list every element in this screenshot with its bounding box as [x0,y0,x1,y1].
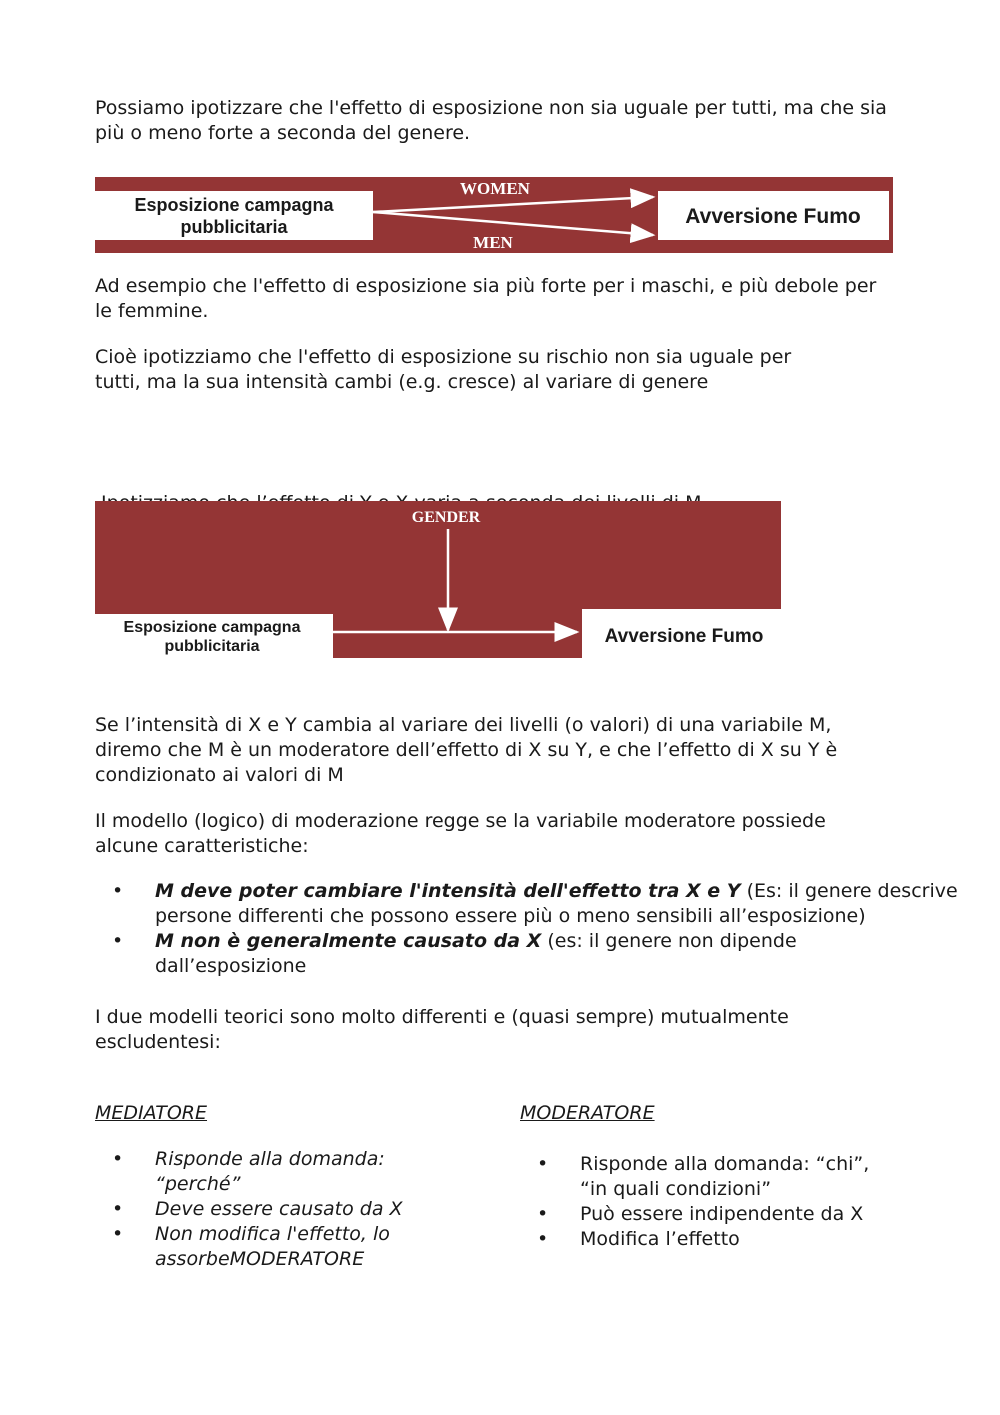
text-line: più o meno forte a seconda del genere. [95,122,471,144]
bullet-glyph: • [112,930,124,952]
list-item [520,1202,910,1227]
text-line: Se l’intensità di X e Y cambia al variare dei livelli (o valori) di una variabile M, [95,714,832,736]
item-text: persone differenti che possono essere più o meno sensibili all’esposizione) [155,905,866,927]
list-item [95,1147,475,1197]
bullet-glyph: • [537,1228,549,1250]
aversion-label: Avversione Fumo [685,205,861,228]
item-text: (Es: il genere descrive [740,880,958,902]
bullet-glyph: • [537,1203,549,1225]
bullet-glyph: • [112,880,124,902]
list-item [520,1152,910,1202]
text-line: tutti, ma la sua intensità cambi (e.g. cresce) al variare di genere [95,371,709,393]
bullet-glyph: • [112,1148,124,1170]
bullet-glyph: • [112,1198,124,1220]
text-line: Il modello (logico) di moderazione regge se la variabile moderatore possiede [95,810,826,832]
text-line: le femmine. [95,300,209,322]
text-line: escludentesi: [95,1031,221,1053]
text-line: I due modelli teorici sono molto differenti e (quasi sempre) mutualmente [95,1006,789,1028]
paragraph-example [95,274,905,324]
moderatore-heading: MODERATORE [520,1102,655,1124]
item-text: Non modifica l'effetto, lo [155,1223,390,1245]
item-text: Risponde alla domanda: [155,1148,385,1170]
text-line: diremo che M è un moderatore dell’effetto di X su Y, e che l’effetto di X su Y è [95,739,838,761]
text-line: alcune caratteristiche: [95,835,309,857]
mediatore-heading: MEDIATORE [95,1102,208,1124]
moderation-diagram-svg [95,501,781,658]
mediatore-list [95,1147,475,1272]
women-label: WOMEN [460,179,530,198]
exposure-label-line1: Esposizione campagna [134,195,334,215]
men-label: MEN [473,233,513,252]
paragraph-characteristics [95,809,905,859]
moderatore-list [520,1152,910,1252]
paragraph-hypothesis [95,345,905,395]
exposure-label-line2: pubblicitaria [164,638,260,655]
item-text: “in quali condizioni” [580,1178,772,1200]
text-line: Cioè ipotizziamo che l'effetto di esposizione su rischio non sia uguale per [95,346,792,368]
aversion-label: Avversione Fumo [604,626,764,647]
gender-split-diagram-svg [95,177,893,253]
bold-term: M non è generalmente causato da X [155,930,542,952]
paragraph-comparison [95,1005,905,1055]
list-item [520,1227,910,1252]
item-text: Modifica l’effetto [580,1228,740,1250]
gender-split-diagram [95,177,893,253]
item-text: assorbeMODERATORE [155,1248,365,1270]
text-line: condizionato ai valori di M [95,764,344,786]
item-text: Deve essere causato da X [155,1198,403,1220]
text-line: Ad esempio che l'effetto di esposizione sia più forte per i maschi, e più debole per [95,275,877,297]
list-item [95,1197,475,1222]
item-text: Risponde alla domanda: “chi”, [580,1153,870,1175]
bullet-glyph: • [537,1153,549,1175]
item-text: Può essere indipendente da X [580,1203,864,1225]
bullet-glyph: • [112,1223,124,1245]
gender-label: GENDER [411,509,481,526]
item-text: dall’esposizione [155,955,307,977]
bold-term: M deve poter cambiare l'intensità dell'effetto tra X e Y [155,880,741,902]
characteristics-list [95,879,958,979]
list-item [95,879,958,929]
item-text: (es: il genere non dipende [541,930,797,952]
text-line: Possiamo ipotizzare che l'effetto di esposizione non sia uguale per tutti, ma che sia [95,97,887,119]
list-item [95,1222,475,1272]
intro-paragraph [95,96,905,146]
exposure-label-line2: pubblicitaria [180,217,288,237]
exposure-label-line1: Esposizione campagna [123,619,301,636]
moderation-diagram [95,501,781,658]
paragraph-definition [95,713,905,788]
item-text: “perché” [155,1173,241,1195]
list-item [95,929,905,979]
